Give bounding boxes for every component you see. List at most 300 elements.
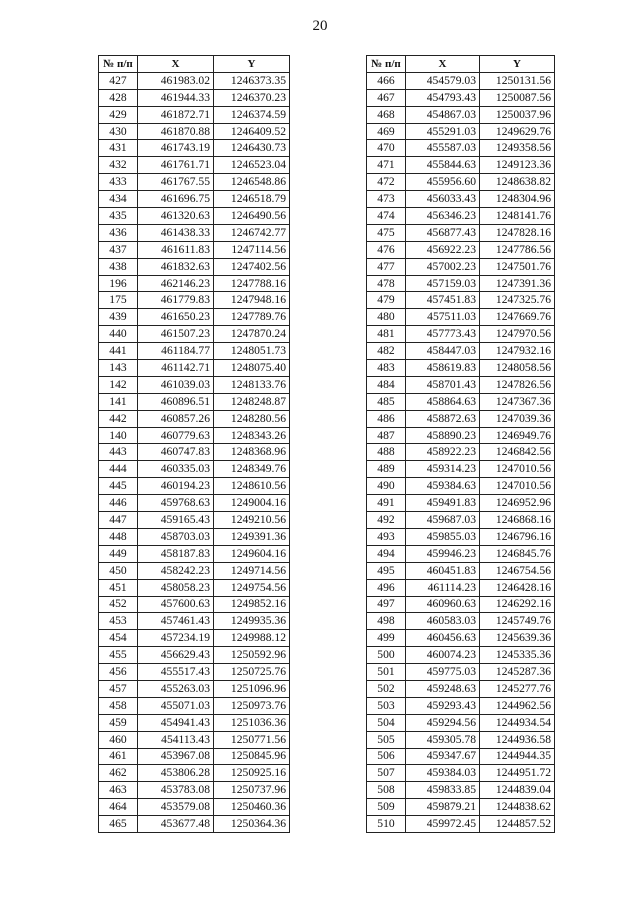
cell-number: 510 xyxy=(367,816,406,833)
table-row xyxy=(367,106,555,123)
column-header-x: X xyxy=(406,56,480,73)
column-header-y: Y xyxy=(214,56,290,73)
table-row xyxy=(99,799,290,816)
cell-x: 460747.83 xyxy=(138,444,214,461)
cell-y: 1244951.72 xyxy=(480,765,555,782)
table-row xyxy=(367,241,555,258)
cell-y: 1246754.56 xyxy=(480,562,555,579)
cell-number: 473 xyxy=(367,191,406,208)
cell-y: 1247391.36 xyxy=(480,275,555,292)
cell-y: 1247948.16 xyxy=(214,292,290,309)
cell-number: 450 xyxy=(99,562,138,579)
cell-y: 1248248.87 xyxy=(214,393,290,410)
cell-x: 461743.19 xyxy=(138,140,214,157)
table-row xyxy=(99,765,290,782)
cell-y: 1246373.35 xyxy=(214,72,290,89)
cell-number: 460 xyxy=(99,731,138,748)
cell-y: 1247870.24 xyxy=(214,326,290,343)
cell-y: 1250973.76 xyxy=(214,697,290,714)
cell-x: 453806.28 xyxy=(138,765,214,782)
coordinates-table-left xyxy=(98,55,290,833)
cell-x: 461779.83 xyxy=(138,292,214,309)
table-row xyxy=(367,360,555,377)
cell-x: 459347.67 xyxy=(406,748,480,765)
cell-x: 458864.63 xyxy=(406,393,480,410)
table-row xyxy=(99,410,290,427)
table-row xyxy=(367,765,555,782)
table-row xyxy=(367,528,555,545)
cell-number: 447 xyxy=(99,512,138,529)
cell-number: 449 xyxy=(99,545,138,562)
cell-x: 458703.03 xyxy=(138,528,214,545)
cell-number: 509 xyxy=(367,799,406,816)
table-body-right xyxy=(367,72,555,832)
table-row xyxy=(99,376,290,393)
cell-x: 458701.43 xyxy=(406,376,480,393)
cell-x: 455071.03 xyxy=(138,697,214,714)
cell-x: 461650.23 xyxy=(138,309,214,326)
cell-y: 1249391.36 xyxy=(214,528,290,545)
table-row xyxy=(99,258,290,275)
table-row xyxy=(367,309,555,326)
cell-number: 453 xyxy=(99,613,138,630)
page-number: 20 xyxy=(312,18,328,34)
cell-y: 1246523.04 xyxy=(214,157,290,174)
cell-y: 1249714.56 xyxy=(214,562,290,579)
cell-number: 455 xyxy=(99,647,138,664)
cell-x: 459305.78 xyxy=(406,731,480,748)
table-header-row xyxy=(367,56,555,73)
table-row xyxy=(367,613,555,630)
table-row xyxy=(367,258,555,275)
cell-number: 440 xyxy=(99,326,138,343)
cell-y: 1247826.56 xyxy=(480,376,555,393)
cell-number: 434 xyxy=(99,191,138,208)
cell-number: 451 xyxy=(99,579,138,596)
cell-y: 1248368.96 xyxy=(214,444,290,461)
cell-x: 461696.75 xyxy=(138,191,214,208)
table-row xyxy=(367,664,555,681)
cell-y: 1248343.26 xyxy=(214,427,290,444)
cell-y: 1244962.56 xyxy=(480,697,555,714)
cell-x: 458242.23 xyxy=(138,562,214,579)
cell-y: 1250131.56 xyxy=(480,72,555,89)
table-row xyxy=(99,697,290,714)
cell-y: 1246742.77 xyxy=(214,224,290,241)
cell-number: 489 xyxy=(367,461,406,478)
cell-number: 477 xyxy=(367,258,406,275)
cell-number: 430 xyxy=(99,123,138,140)
cell-y: 1245639.36 xyxy=(480,630,555,647)
cell-number: 441 xyxy=(99,343,138,360)
cell-x: 459165.43 xyxy=(138,512,214,529)
table-row xyxy=(99,562,290,579)
cell-number: 429 xyxy=(99,106,138,123)
cell-number: 479 xyxy=(367,292,406,309)
cell-x: 457461.43 xyxy=(138,613,214,630)
table-row xyxy=(99,140,290,157)
cell-x: 460074.23 xyxy=(406,647,480,664)
cell-number: 444 xyxy=(99,461,138,478)
cell-x: 457451.83 xyxy=(406,292,480,309)
table-row xyxy=(367,140,555,157)
cell-number: 446 xyxy=(99,495,138,512)
cell-y: 1246428.16 xyxy=(480,579,555,596)
table-row xyxy=(99,748,290,765)
cell-x: 456629.43 xyxy=(138,647,214,664)
cell-x: 453783.08 xyxy=(138,782,214,799)
cell-number: 465 xyxy=(99,816,138,833)
cell-number: 476 xyxy=(367,241,406,258)
table-row xyxy=(367,697,555,714)
table-row xyxy=(367,714,555,731)
table-row xyxy=(99,478,290,495)
table-row xyxy=(367,545,555,562)
column-header-x: X xyxy=(138,56,214,73)
cell-y: 1249629.76 xyxy=(480,123,555,140)
table-row xyxy=(367,343,555,360)
table-row xyxy=(367,444,555,461)
table-row xyxy=(367,427,555,444)
cell-number: 499 xyxy=(367,630,406,647)
cell-number: 505 xyxy=(367,731,406,748)
cell-y: 1247114.56 xyxy=(214,241,290,258)
cell-y: 1248141.76 xyxy=(480,208,555,225)
cell-x: 455844.63 xyxy=(406,157,480,174)
cell-x: 453677.48 xyxy=(138,816,214,833)
cell-x: 455587.03 xyxy=(406,140,480,157)
cell-x: 458922.23 xyxy=(406,444,480,461)
cell-y: 1246490.56 xyxy=(214,208,290,225)
cell-x: 456033.43 xyxy=(406,191,480,208)
cell-y: 1248051.73 xyxy=(214,343,290,360)
table-row xyxy=(99,89,290,106)
table-row xyxy=(367,799,555,816)
table-row xyxy=(367,191,555,208)
table-header-row xyxy=(99,56,290,73)
cell-y: 1247786.56 xyxy=(480,241,555,258)
table-row xyxy=(99,461,290,478)
cell-y: 1247932.16 xyxy=(480,343,555,360)
cell-x: 459314.23 xyxy=(406,461,480,478)
cell-x: 459687.03 xyxy=(406,512,480,529)
cell-y: 1248280.56 xyxy=(214,410,290,427)
cell-x: 459293.43 xyxy=(406,697,480,714)
table-body-left xyxy=(99,72,290,832)
cell-y: 1250845.96 xyxy=(214,748,290,765)
cell-number: 142 xyxy=(99,376,138,393)
cell-number: 452 xyxy=(99,596,138,613)
cell-number: 498 xyxy=(367,613,406,630)
table-row xyxy=(99,444,290,461)
cell-y: 1247039.36 xyxy=(480,410,555,427)
cell-y: 1247010.56 xyxy=(480,478,555,495)
cell-y: 1249988.12 xyxy=(214,630,290,647)
cell-number: 504 xyxy=(367,714,406,731)
table-row xyxy=(367,630,555,647)
cell-y: 1250460.36 xyxy=(214,799,290,816)
table-row xyxy=(99,174,290,191)
cell-number: 487 xyxy=(367,427,406,444)
cell-y: 1250771.56 xyxy=(214,731,290,748)
cell-x: 461142.71 xyxy=(138,360,214,377)
table-row xyxy=(99,782,290,799)
table-row xyxy=(99,292,290,309)
table-row xyxy=(367,410,555,427)
cell-number: 433 xyxy=(99,174,138,191)
cell-y: 1248304.96 xyxy=(480,191,555,208)
cell-number: 490 xyxy=(367,478,406,495)
table-row xyxy=(99,512,290,529)
table-row xyxy=(367,680,555,697)
cell-x: 460779.63 xyxy=(138,427,214,444)
cell-x: 459248.63 xyxy=(406,680,480,697)
table-row xyxy=(367,579,555,596)
cell-number: 506 xyxy=(367,748,406,765)
cell-number: 448 xyxy=(99,528,138,545)
cell-y: 1246292.16 xyxy=(480,596,555,613)
cell-x: 455291.03 xyxy=(406,123,480,140)
table-row xyxy=(367,376,555,393)
cell-number: 438 xyxy=(99,258,138,275)
cell-number: 480 xyxy=(367,309,406,326)
cell-number: 475 xyxy=(367,224,406,241)
table-row xyxy=(367,326,555,343)
cell-number: 461 xyxy=(99,748,138,765)
table-row xyxy=(367,208,555,225)
cell-x: 459384.63 xyxy=(406,478,480,495)
cell-x: 457002.23 xyxy=(406,258,480,275)
cell-x: 461039.03 xyxy=(138,376,214,393)
cell-x: 457159.03 xyxy=(406,275,480,292)
cell-number: 463 xyxy=(99,782,138,799)
cell-x: 459833.85 xyxy=(406,782,480,799)
table-row xyxy=(367,72,555,89)
cell-number: 459 xyxy=(99,714,138,731)
cell-number: 469 xyxy=(367,123,406,140)
cell-number: 503 xyxy=(367,697,406,714)
table-row xyxy=(367,157,555,174)
cell-x: 461761.71 xyxy=(138,157,214,174)
cell-number: 431 xyxy=(99,140,138,157)
table-row xyxy=(367,123,555,140)
cell-y: 1246370.23 xyxy=(214,89,290,106)
cell-y: 1246518.79 xyxy=(214,191,290,208)
cell-number: 471 xyxy=(367,157,406,174)
table-row xyxy=(99,647,290,664)
cell-y: 1248133.76 xyxy=(214,376,290,393)
cell-number: 478 xyxy=(367,275,406,292)
cell-number: 494 xyxy=(367,545,406,562)
cell-x: 461611.83 xyxy=(138,241,214,258)
cell-x: 460857.26 xyxy=(138,410,214,427)
cell-x: 458187.83 xyxy=(138,545,214,562)
cell-number: 484 xyxy=(367,376,406,393)
cell-number: 458 xyxy=(99,697,138,714)
table-row xyxy=(99,816,290,833)
cell-x: 454579.03 xyxy=(406,72,480,89)
table-row xyxy=(367,748,555,765)
cell-y: 1247669.76 xyxy=(480,309,555,326)
cell-x: 460456.63 xyxy=(406,630,480,647)
cell-number: 502 xyxy=(367,680,406,697)
cell-y: 1247501.76 xyxy=(480,258,555,275)
cell-y: 1246952.96 xyxy=(480,495,555,512)
cell-x: 460896.51 xyxy=(138,393,214,410)
table-row xyxy=(99,309,290,326)
cell-number: 474 xyxy=(367,208,406,225)
table-row xyxy=(99,224,290,241)
table-row xyxy=(99,241,290,258)
table-row xyxy=(99,579,290,596)
table-row xyxy=(367,393,555,410)
cell-number: 493 xyxy=(367,528,406,545)
cell-x: 460583.03 xyxy=(406,613,480,630)
table-row xyxy=(99,545,290,562)
cell-y: 1250725.76 xyxy=(214,664,290,681)
cell-number: 141 xyxy=(99,393,138,410)
cell-x: 460194.23 xyxy=(138,478,214,495)
cell-x: 461438.33 xyxy=(138,224,214,241)
cell-x: 461114.23 xyxy=(406,579,480,596)
cell-x: 461872.71 xyxy=(138,106,214,123)
cell-y: 1250925.16 xyxy=(214,765,290,782)
cell-x: 461832.63 xyxy=(138,258,214,275)
cell-x: 462146.23 xyxy=(138,275,214,292)
cell-number: 488 xyxy=(367,444,406,461)
table-row xyxy=(99,72,290,89)
cell-y: 1246845.76 xyxy=(480,545,555,562)
table-row xyxy=(99,664,290,681)
cell-y: 1246949.76 xyxy=(480,427,555,444)
table-row xyxy=(99,275,290,292)
cell-x: 459294.56 xyxy=(406,714,480,731)
cell-number: 443 xyxy=(99,444,138,461)
cell-x: 457773.43 xyxy=(406,326,480,343)
cell-y: 1247970.56 xyxy=(480,326,555,343)
cell-x: 454941.43 xyxy=(138,714,214,731)
cell-number: 464 xyxy=(99,799,138,816)
cell-x: 455956.60 xyxy=(406,174,480,191)
cell-number: 435 xyxy=(99,208,138,225)
cell-number: 467 xyxy=(367,89,406,106)
table-row xyxy=(99,528,290,545)
cell-y: 1249754.56 xyxy=(214,579,290,596)
cell-x: 459879.21 xyxy=(406,799,480,816)
table-row xyxy=(367,816,555,833)
column-header-y: Y xyxy=(480,56,555,73)
cell-number: 140 xyxy=(99,427,138,444)
table-row xyxy=(367,495,555,512)
cell-y: 1249604.16 xyxy=(214,545,290,562)
cell-y: 1247367.36 xyxy=(480,393,555,410)
table-row xyxy=(367,562,555,579)
table-row xyxy=(99,731,290,748)
table-row xyxy=(367,647,555,664)
table-row xyxy=(367,275,555,292)
table-row xyxy=(99,680,290,697)
cell-x: 458447.03 xyxy=(406,343,480,360)
column-header-number: № п/п xyxy=(367,56,406,73)
table-row xyxy=(99,360,290,377)
table-row xyxy=(99,613,290,630)
table-row xyxy=(99,208,290,225)
table-row xyxy=(99,427,290,444)
cell-x: 457234.19 xyxy=(138,630,214,647)
cell-y: 1248075.40 xyxy=(214,360,290,377)
cell-number: 175 xyxy=(99,292,138,309)
cell-x: 458890.23 xyxy=(406,427,480,444)
cell-number: 470 xyxy=(367,140,406,157)
cell-number: 436 xyxy=(99,224,138,241)
cell-x: 454113.43 xyxy=(138,731,214,748)
cell-y: 1247402.56 xyxy=(214,258,290,275)
cell-x: 461767.55 xyxy=(138,174,214,191)
cell-number: 500 xyxy=(367,647,406,664)
cell-number: 466 xyxy=(367,72,406,89)
table-row xyxy=(99,326,290,343)
cell-y: 1244838.62 xyxy=(480,799,555,816)
cell-y: 1250037.96 xyxy=(480,106,555,123)
cell-x: 455263.03 xyxy=(138,680,214,697)
table-row xyxy=(99,596,290,613)
cell-x: 456346.23 xyxy=(406,208,480,225)
cell-x: 456877.43 xyxy=(406,224,480,241)
table-row xyxy=(367,224,555,241)
cell-y: 1247789.76 xyxy=(214,309,290,326)
cell-number: 507 xyxy=(367,765,406,782)
cell-y: 1250737.96 xyxy=(214,782,290,799)
cell-number: 457 xyxy=(99,680,138,697)
cell-y: 1249210.56 xyxy=(214,512,290,529)
cell-x: 458872.63 xyxy=(406,410,480,427)
cell-x: 461870.88 xyxy=(138,123,214,140)
cell-number: 492 xyxy=(367,512,406,529)
cell-y: 1248058.56 xyxy=(480,360,555,377)
cell-y: 1249935.36 xyxy=(214,613,290,630)
table-row xyxy=(367,782,555,799)
cell-y: 1245749.76 xyxy=(480,613,555,630)
table-row xyxy=(367,174,555,191)
cell-x: 459855.03 xyxy=(406,528,480,545)
table-row xyxy=(367,89,555,106)
cell-y: 1246868.16 xyxy=(480,512,555,529)
cell-y: 1247010.56 xyxy=(480,461,555,478)
table-row xyxy=(367,292,555,309)
cell-number: 196 xyxy=(99,275,138,292)
cell-x: 453579.08 xyxy=(138,799,214,816)
cell-y: 1246409.52 xyxy=(214,123,290,140)
cell-number: 501 xyxy=(367,664,406,681)
cell-x: 457511.03 xyxy=(406,309,480,326)
cell-x: 460335.03 xyxy=(138,461,214,478)
table-row xyxy=(99,157,290,174)
cell-y: 1249123.36 xyxy=(480,157,555,174)
cell-y: 1245287.36 xyxy=(480,664,555,681)
cell-y: 1245277.76 xyxy=(480,680,555,697)
cell-number: 491 xyxy=(367,495,406,512)
table-row xyxy=(99,123,290,140)
cell-number: 454 xyxy=(99,630,138,647)
cell-number: 427 xyxy=(99,72,138,89)
cell-number: 439 xyxy=(99,309,138,326)
cell-number: 483 xyxy=(367,360,406,377)
cell-x: 459491.83 xyxy=(406,495,480,512)
cell-x: 456922.23 xyxy=(406,241,480,258)
cell-x: 458058.23 xyxy=(138,579,214,596)
cell-x: 461983.02 xyxy=(138,72,214,89)
table-row xyxy=(367,731,555,748)
